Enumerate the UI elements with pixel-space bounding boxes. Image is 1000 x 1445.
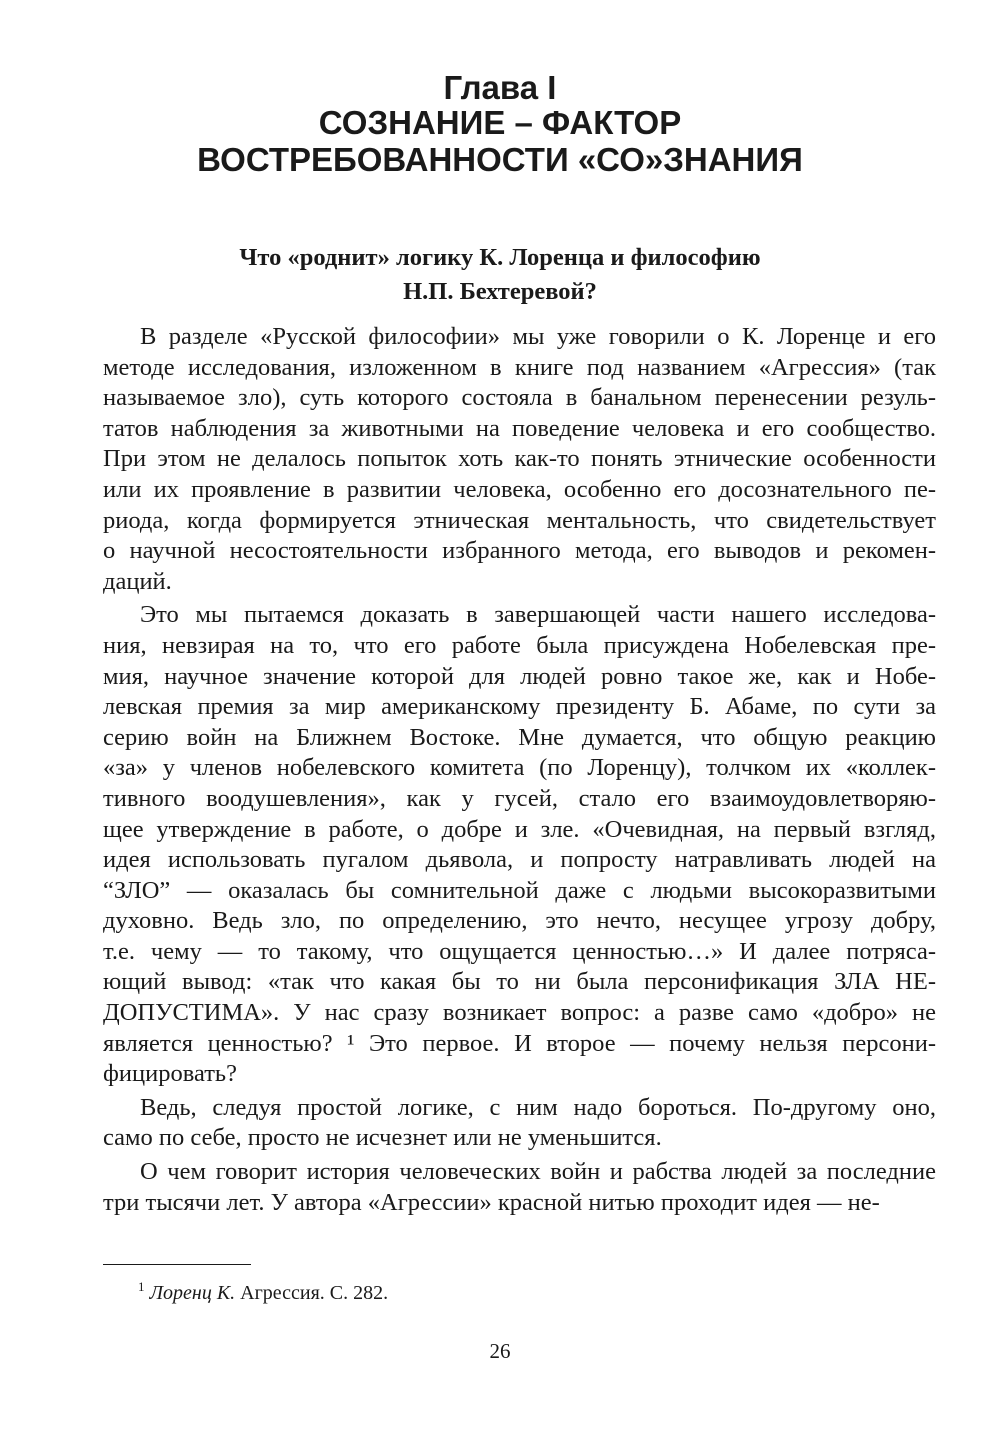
page-number: 26 [489,1339,511,1363]
text-line: фицировать? [103,1060,237,1088]
text-line: ДОПУСТИМА». У нас сразу возникает вопрос: а разве само «добро» не [103,999,936,1027]
text-line: или их проявление в развитии человека, особенно его досознательного пе- [103,475,936,503]
paragraph [103,322,936,597]
body-text [103,322,936,1221]
text-line: “ЗЛО” — оказалась бы сомнительной даже с людьми высокоразвитыми [103,876,936,904]
paragraph [103,600,936,1090]
footnote-marker: 1 [138,1279,145,1294]
text-line: даций. [103,567,172,595]
section-title [0,241,1000,309]
footnote-text: Агрессия. С. 282. [235,1282,389,1304]
paragraph [103,1157,936,1218]
text-line: идея использовать пугалом дьявола, и попросту натравливать людей на [103,846,936,874]
text-line: Это мы пытаемся доказать в завершающей части нашего исследова- [140,601,936,629]
footnote-divider [103,1264,251,1265]
footnote-author: Лоренц К. [149,1282,236,1304]
text-line: называемое зло), суть которого состояла в банальном перенесении резуль- [103,384,936,412]
text-line: духовно. Ведь зло, по определению, это нечто, несущее угрозу добру, [103,907,936,935]
text-line: методе исследования, изложенном в книге под названием «Агрессия» (так [103,353,936,381]
text-line: мия, научное значение которой для людей ровно такое же, как и Нобе- [103,662,936,690]
text-line: татов наблюдения за животными на поведение человека и его сообщество. [103,414,936,442]
text-line: является ценностью? ¹ Это первое. И второе — почему нельзя персони- [103,1029,936,1057]
text-line: само по себе, просто не исчезнет или не уменьшится. [103,1124,662,1152]
footnote [138,1281,388,1307]
text-line: При этом не делалось попыток хоть как-то понять этнические особенности [103,445,936,473]
text-line: щее утверждение в работе, о добре и зле. «Очевидная, на первый взгляд, [103,815,936,843]
text-line: ющий вывод: «так что какая бы то ни была персонификация ЗЛА НЕ- [103,968,936,996]
text-line: В разделе «Русской философии» мы уже говорили о К. Лоренце и его [140,323,936,350]
text-line: Ведь, следуя простой логике, с ним надо бороться. По-другому оно, [140,1093,936,1121]
text-line: т.е. чему — то такому, что ощущается ценностью…» И далее потряса- [103,937,936,965]
text-line: левская премия за мир американскому президенту Б. Абаме, по сути за [103,693,936,721]
section-title-line: Н.П. Бехтеревой? [403,278,597,305]
chapter-title-line: ВОСТРЕБОВАННОСТИ «СО»ЗНАНИЯ [197,141,803,178]
chapter-number: Глава I [443,69,557,106]
section-title-line: Что «роднит» логику К. Лоренца и философию [239,244,761,271]
text-line: о научной несостоятельности избранного метода, его выводов и рекомен- [103,537,936,565]
text-line: серию войн на Ближнем Востоке. Мне думается, что общую реакцию [103,723,936,751]
chapter-title [0,104,1000,178]
text-line: три тысячи лет. У автора «Агрессии» красной нитью проходит идея — не- [103,1188,880,1216]
paragraph [103,1093,936,1154]
text-line: ния, невзирая на то, что его работе была присуждена Нобелевская пре- [103,631,936,659]
text-line: «за» у членов нобелевского комитета (по Лоренцу), толчком их «коллек- [103,754,936,782]
text-line: риода, когда формируется этническая ментальность, что свидетельствует [103,506,936,534]
chapter-title-line: СОЗНАНИЕ – ФАКТОР [318,104,682,141]
text-line: О чем говорит история человеческих войн и рабства людей за последние [140,1158,936,1186]
text-line: тивного воодушевления», как у гусей, стало его взаимоудовлетворяю- [103,784,936,812]
